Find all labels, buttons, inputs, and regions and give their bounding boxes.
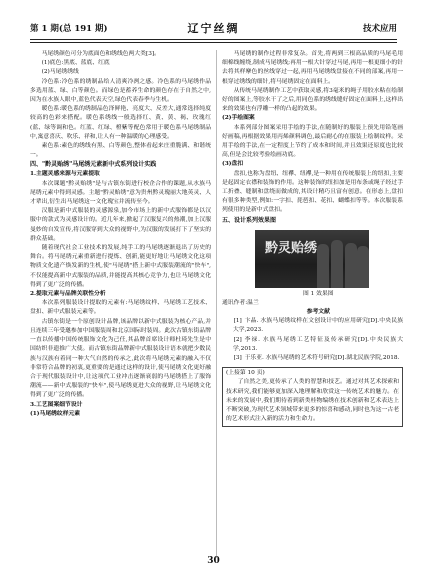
minor-heading: (2)手绘图案: [222, 115, 255, 122]
subsection-heading: 3.工艺图案细节设计: [30, 401, 83, 408]
subsection-heading: 1.主题灵感来源与元素提取: [30, 171, 100, 178]
header-rule-thick: [30, 39, 397, 40]
reference-item: [222, 336, 403, 354]
author-line: 通讯作者:温兰: [222, 299, 259, 306]
paragraph: 本次课题"黔灵贻绣"是与古镇东街进行校企合作的课题,从水族马尾绣元素中得到灵感。主题"黔灵贻绣"意为贵州黔灵瑰丽大地英灵、人才辈出,衍生出马尾绣这一文化瑰宝并流传至今。: [30, 180, 211, 206]
model-silhouette: [345, 243, 357, 288]
paragraph: (2)马尾绣绣线: [41, 69, 79, 76]
subsection-heading: 2.提取元素与品牌关联性分析: [30, 291, 106, 298]
paragraph: 素色系:素色的绣线有黑、白等颜色,整体看起来庄重脆满、和谐统一。: [30, 143, 211, 159]
paragraph: (1)底色:黑底、蓝底、红底: [41, 60, 110, 67]
reference-text: 卞晶. 水族马尾绣纹样在文创设计中的应用研究[D].中央民族大学,2023.: [233, 318, 403, 334]
continued-box: [222, 367, 403, 426]
design-rendering-figure: [255, 230, 369, 288]
reference-number: [2]: [233, 336, 242, 343]
page-number: 30: [207, 556, 220, 566]
paragraph: 暖色系:暖色系的绣制品色泽鲜艳、亮度大、反差大,通常选择纯度较高的色彩来搭配。暖色系绣线一般选择红、黄、黄、褐、玫瑰红(蓝、绿等调和色。红蓝、红绿、橙紫等配色常用于暖色系马尾绣制品中,寓意喜庆、吹乐、祥和,让人有一种温暖的心理感受。: [30, 106, 211, 140]
figure-inner-title: 黔灵贻绣: [265, 240, 318, 256]
minor-heading: (3)盘扣: [222, 161, 244, 168]
model-silhouette: [357, 246, 369, 288]
right-column: [222, 50, 403, 427]
reference-item: [222, 317, 403, 335]
paragraph: 本系列部分图案采用手绘的手法,在随制好的服装上预先用铅笔画好画稿,再根据效果用丙烯颜料调色,最后耐心的在服装上绘制纹样。采用手绘的手法,在一定程度上节约了成本和时间,并且效果还原度也比较高,但是会比较考验绘画功底。: [222, 124, 403, 159]
continued-label: (上接第 10 页): [226, 370, 265, 377]
figure-caption: 图 1 效果图: [303, 290, 334, 297]
issue-label: 第 1 期(总 191 期): [30, 24, 108, 34]
paragraph: 马尾绣颜色可分为底面色和绣线色两大类[3]。: [41, 51, 160, 57]
continued-text: 了自然之美,更传承了人类的智慧和技艺。通过对其艺术探索和技术研究,我们能够更加深入地理解和欣赏这一传统艺术的魅力。在未来的发展中,我们期待着到新类桂物编绣在技术创新和艺术表达上不断突破,为现代艺术领域带来更多的惊喜和感动,同时也为这一古老的艺术形式注入新的活力和生命力。: [226, 379, 399, 423]
reference-item: [222, 354, 403, 363]
header-rule-thin: [30, 42, 397, 43]
reference-text: 李禄. 水族马尾绣工艺特征及传承研究[D].中央民族大学,2013.: [233, 336, 403, 352]
minor-heading: (1)马尾绣纹样元素: [30, 410, 81, 417]
paragraph: 汉服是新中式服装的灵感源泉,加今市场上的新中式服饰都是以汉服中的款式为灵感设计的。近几年来,掀起了汉服复兴的热潮,加上汉服曼妙的自发宣传,将汉服穿到大众的视野中,为汉服的发展打下了坚实的群众基础。: [30, 208, 211, 242]
model-silhouette: [331, 240, 343, 288]
reference-number: [1]: [233, 318, 242, 325]
paragraph: 马尾绣的制作过程非常复杂。首先,将两到三根高品质的马尾毛用细棉线缠绕,制成马尾绣线;再用一根大针穿过马尾,再用一根更细小的针去将其样摩色的丝线穿过一起,再用马尾绣线盘接在不同的部案,再用一根穿过绣线的细针,将马尾绣固定在面料上。: [222, 51, 403, 85]
paragraph: 随着现代社会工业技术的发展,纯手工的马尾绣逐渐退出了历史的舞台。将马尾绣元素重新进行提炼、创新,能更好地让马尾绣文化这项物质文化遗产焕发新的生机,使"马尾绣"搭上新中式服装潮流的"快车",不仅能提高新中式服装的品质,并能提高其核心竞争力,也让马尾绣文化得到了更广泛的传播。: [30, 245, 211, 288]
paragraph: 从传统马尾绣制作工艺中获取灵感,将3毫米的绳子用胶水粘在绘制好的图案上,等胶水干了之后,用同色系的绣线缝好固定在面料上,这样出来的效果也有浮雕一样的凸起的效果。: [222, 87, 403, 113]
section-label: 技术应用: [362, 24, 397, 34]
left-column: [30, 50, 211, 419]
paragraph: 盘扣,也称为盘纽、纽襻、纽襻,是一种用在传统服装上的纽扣,主要是起固定衣襟和装饰的作用。这种装饰的纽扣加是用布条或绳子经过手工折叠、缝制和盘绕而做成的,其设计精巧且富有创意。在形态上,盘扣有很多种类型,例如:一字扣、琵琶扣、花扣、蝴蝶扣等等。本次服装系列使用的是新中式盘扣。: [222, 170, 403, 214]
reference-number: [3]: [233, 355, 242, 362]
paragraph: 冷色系:冷色系的绣制品给人清爽冷冽之感。冷色系的马尾绣作品多选用蓝、绿、白等颜色。而绿色是蓄养生命的颜色存在于自然之中,因为在水族人眼中,蓝色代表天空,绿色代表春季与生机。: [30, 78, 211, 104]
paragraph: 古镇东街是一个原创设计品牌,该品牌以新中式服装为核心产品,并且连续三年受邀参加中国服装周和北京国际时装周。此次古镇东街品牌一直以传播中国传统服饰文化为己任,其品牌首席设计师杜琦先生是中国纺织非遗推广大使。而古镇东街品牌新中式服装设计语本就把少数民族与汉族有着同一种大气自然的传承之,此次将马尾绣元素的融入不仅非常符合品牌的初衷,更重要的是通过这样的设计,使马尾绣文化更好融合于现代服装设计中,让这项代工业冲击逐渐衰弱的马尾绣搭上了服饰潮流——新中式服装的"快车",使马尾绣更进大众的视野,让马尾绣文化得到了更广泛的传播。: [30, 318, 211, 399]
journal-title: 辽宁丝绸: [187, 22, 240, 35]
model-silhouette: [317, 244, 329, 288]
reference-text: 于乐亚. 水族马尾绣的艺术符号研究[D].湖北民族学院,2018.: [244, 355, 400, 362]
column-divider: [216, 50, 217, 558]
references-title: 参考文献: [306, 309, 330, 316]
section-heading: 五、设计系列效果图: [222, 216, 277, 224]
section-heading: 四、"黔灵贻绣"马尾绣元素新中式系列设计实践: [30, 161, 157, 169]
paragraph: 本次系列服装设计提取的元素有:马尾绣纹样、马尾绣工艺技术、盘扣、新中式服装元素等。: [30, 300, 211, 316]
running-header: [30, 22, 397, 38]
